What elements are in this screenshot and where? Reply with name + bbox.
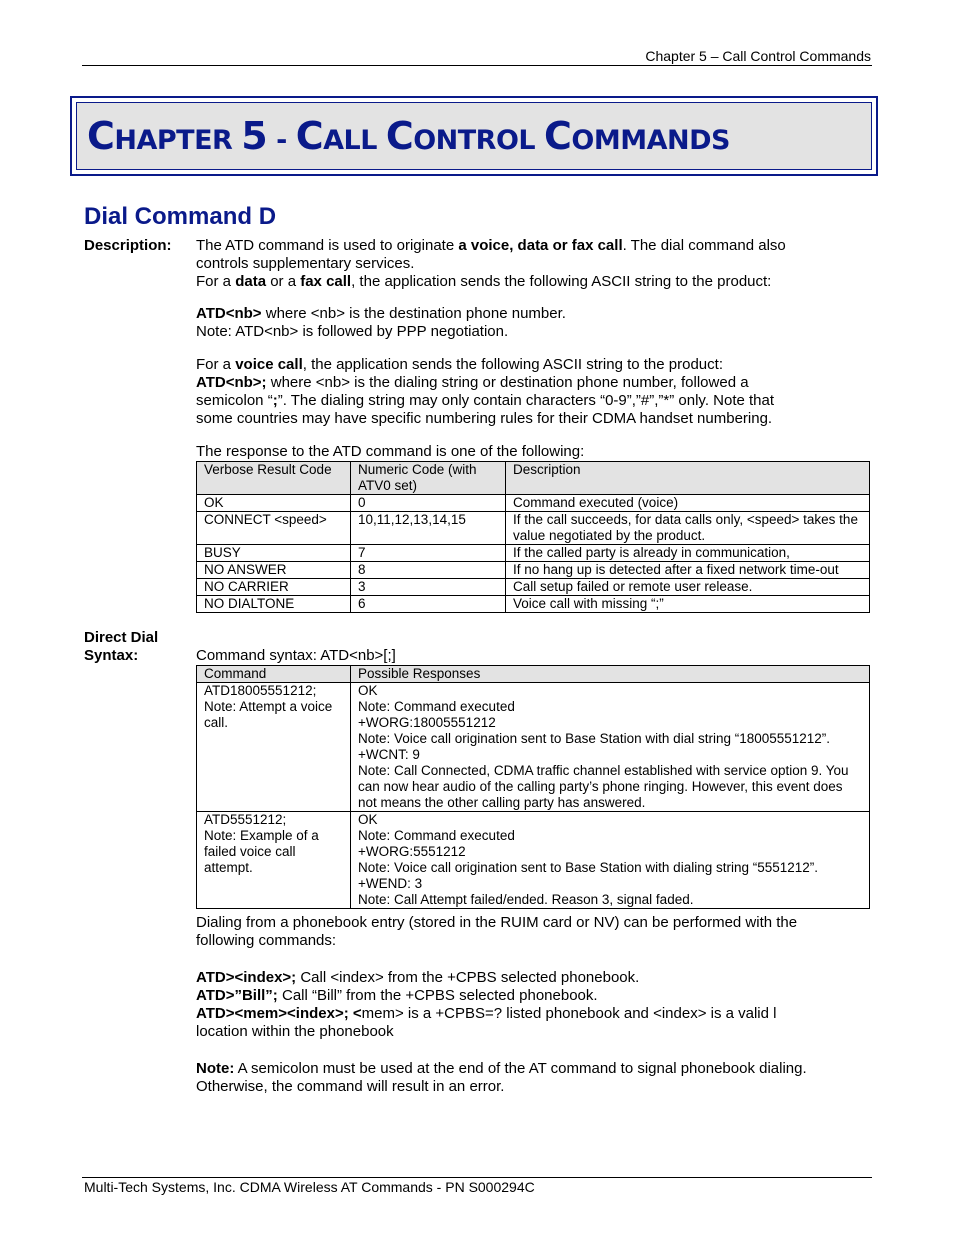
table-row: BUSY 7 If the called party is already in communication, (197, 545, 870, 562)
table-header-row: Command Possible Responses (197, 666, 870, 683)
header-rule (82, 65, 872, 66)
responses-cell: OK Note: Command executed +WORG:5551212 Note: Voice call origination sent to Base Station with dialing string “5551212”. +WEND: 3 Note: Call Attempt failed/ended. Reason 3, signal faded. (351, 812, 870, 909)
table-row: NO ANSWER 8 If no hang up is detected after a fixed network time-out (197, 562, 870, 579)
chapter-title-box (70, 96, 878, 176)
syntax-label: Direct Dial Syntax: (84, 629, 159, 664)
footer-rule (82, 1177, 872, 1178)
footer-text: Multi-Tech Systems, Inc. CDMA Wireless AT Commands - PN S000294C (84, 1179, 535, 1195)
syntax-line: Command syntax: ATD<nb>[;] (196, 647, 396, 664)
table-row: CONNECT <speed> 10,11,12,13,14,15 If the call succeeds, for data calls only, <speed> takes the value negotiated by the product. (197, 512, 870, 545)
table-row (197, 683, 870, 812)
table-row: OK 0 Command executed (voice) (197, 495, 870, 512)
description-text: The ATD command is used to originate a voice, data or fax call. The dial command also controls supplementary services. For a data or a fax call, the application sends the following ASCII string to the product: ATD<nb> where <nb> is the destination phone number. Note: ATD<nb> is followed by PPP negotiation. For a voice call, the application sends the following ASCII string to the product: ATD<nb>; where <nb> is the dialing string or destination phone number, followed a semicolon “;”. The dialing string may only contain characters “0-9”,”#”,”*” only. Note that some countries may have specific numbering rules for their CDMA handset numbering. The response to the ATD command is one of the following: (196, 237, 786, 460)
responses-cell: OK Note: Command executed +WORG:18005551212 Note: Voice call origination sent to Base Station with dial string “18005551212”. +WCNT: 9 Note: Call Connected, CDMA traffic channel established with service option 9. You can now hear audio of the calling party’s phone ringing. However, this event does not means the other calling party has answered. (351, 683, 870, 812)
syntax-table (196, 665, 870, 909)
chapter-title: CHAPTER 5 - CALL CONTROL COMMANDS (87, 114, 730, 158)
section-title: Dial Command D (84, 203, 277, 230)
running-header: Chapter 5 – Call Control Commands (645, 48, 871, 64)
phonebook-dialing-text: Dialing from a phonebook entry (stored in the RUIM card or NV) can be performed with the following commands: ATD><index>; Call <index> from the +CPBS selected phonebook. ATD>”Bill”; Call “Bill” from the +CPBS selected phonebook. ATD><mem><index>; <mem> is a +CPBS=? listed phonebook and <index> is a valid l location within the phonebook Note: A semicolon must be used at the end of the AT command to signal phonebook dialing. Otherwise, the command will result in an error. (196, 914, 807, 1095)
command-cell: ATD18005551212; Note: Attempt a voice call. (197, 683, 351, 812)
table-row (197, 812, 870, 909)
table-row: NO CARRIER 3 Call setup failed or remote user release. (197, 579, 870, 596)
description-label: Description: (84, 237, 172, 254)
command-cell: ATD5551212; Note: Example of a failed voice call attempt. (197, 812, 351, 909)
table-row: NO DIALTONE 6 Voice call with missing “;” (197, 596, 870, 613)
result-code-table (196, 461, 870, 613)
table-header-row: Verbose Result Code Numeric Code (with ATV0 set) Description (197, 462, 870, 495)
